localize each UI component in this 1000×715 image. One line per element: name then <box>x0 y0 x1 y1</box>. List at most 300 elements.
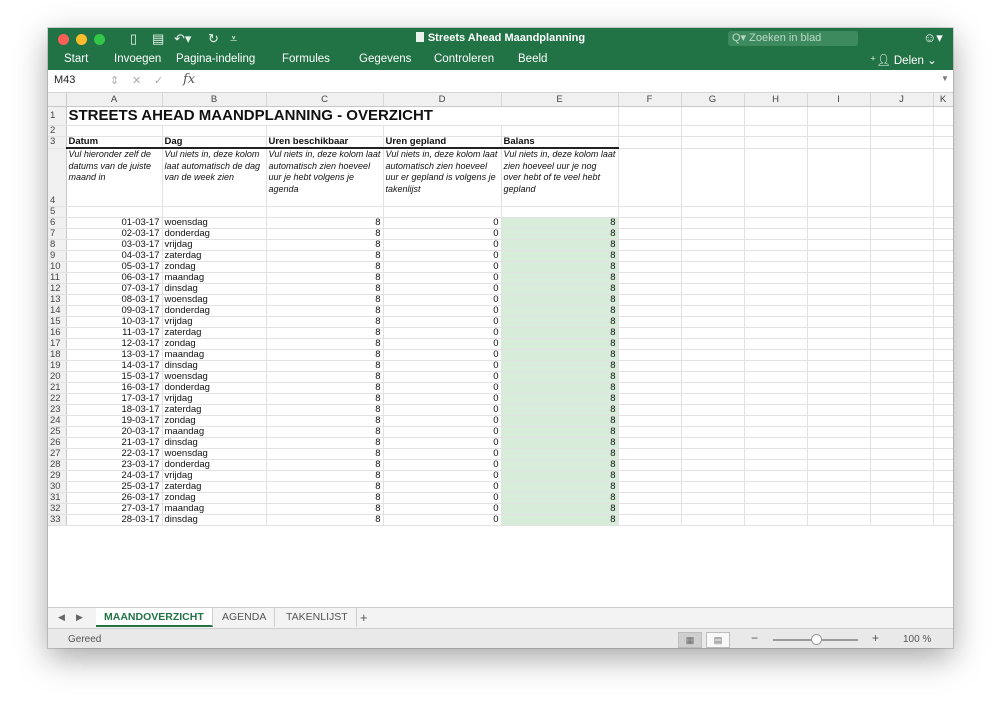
cell-uren-gepland[interactable]: 0 <box>383 283 501 294</box>
cell[interactable] <box>681 148 744 206</box>
cell-datum[interactable]: 28-03-17 <box>66 514 162 525</box>
cell[interactable] <box>681 349 744 360</box>
row-header[interactable]: 10 <box>48 261 66 272</box>
column-header[interactable]: B <box>162 93 266 107</box>
cancel-icon[interactable]: ✕ <box>132 75 142 87</box>
cell[interactable] <box>807 250 870 261</box>
cell[interactable] <box>870 514 933 525</box>
cell-uren-beschikbaar[interactable]: 8 <box>266 437 383 448</box>
cell-datum[interactable]: 27-03-17 <box>66 503 162 514</box>
select-all-corner[interactable] <box>48 93 66 107</box>
cell[interactable] <box>162 126 266 137</box>
cell-dag[interactable]: zaterdag <box>162 481 266 492</box>
cell-uren-beschikbaar[interactable]: 8 <box>266 228 383 239</box>
cell[interactable] <box>744 283 807 294</box>
cell[interactable] <box>933 437 953 448</box>
cell[interactable] <box>870 316 933 327</box>
cell[interactable] <box>266 126 383 137</box>
column-header[interactable]: I <box>807 93 870 107</box>
cell-uren-gepland[interactable]: 0 <box>383 272 501 283</box>
cell-dag[interactable]: dinsdag <box>162 360 266 371</box>
cell[interactable] <box>870 404 933 415</box>
cell-balans[interactable]: 8 <box>501 272 618 283</box>
cell[interactable] <box>933 305 953 316</box>
search-sheet-input[interactable] <box>728 31 858 46</box>
cell[interactable] <box>807 514 870 525</box>
cell-balans[interactable]: 8 <box>501 393 618 404</box>
cell[interactable] <box>744 448 807 459</box>
cell-balans[interactable]: 8 <box>501 294 618 305</box>
row-header[interactable]: 26 <box>48 437 66 448</box>
cell-uren-beschikbaar[interactable]: 8 <box>266 459 383 470</box>
cell[interactable] <box>681 404 744 415</box>
cell[interactable] <box>681 459 744 470</box>
cell-uren-gepland[interactable]: 0 <box>383 294 501 305</box>
cell-balans[interactable]: 8 <box>501 316 618 327</box>
row-header[interactable]: 21 <box>48 382 66 393</box>
cell[interactable] <box>618 371 681 382</box>
cell-dag[interactable]: dinsdag <box>162 437 266 448</box>
cell[interactable] <box>933 107 953 126</box>
cell[interactable] <box>618 492 681 503</box>
cell[interactable] <box>618 316 681 327</box>
row-header[interactable]: 33 <box>48 514 66 525</box>
cell-uren-beschikbaar[interactable]: 8 <box>266 470 383 481</box>
cell[interactable] <box>618 148 681 206</box>
account-icon[interactable]: ☺▾ <box>923 30 943 45</box>
cell[interactable] <box>933 393 953 404</box>
row-header[interactable]: 31 <box>48 492 66 503</box>
cell-datum[interactable]: 25-03-17 <box>66 481 162 492</box>
cell[interactable] <box>681 294 744 305</box>
cell[interactable] <box>870 371 933 382</box>
cell[interactable] <box>807 272 870 283</box>
cell[interactable] <box>744 305 807 316</box>
cell[interactable] <box>807 470 870 481</box>
cell-balans[interactable]: 8 <box>501 349 618 360</box>
row-header[interactable]: 11 <box>48 272 66 283</box>
cell-dag[interactable]: donderdag <box>162 382 266 393</box>
sheet-title[interactable]: STREETS AHEAD MAANDPLANNING - OVERZICHT <box>66 107 618 126</box>
cell[interactable] <box>681 437 744 448</box>
cell[interactable] <box>870 481 933 492</box>
cell[interactable] <box>744 316 807 327</box>
cell[interactable] <box>618 250 681 261</box>
row-header[interactable]: 30 <box>48 481 66 492</box>
row-header[interactable]: 8 <box>48 239 66 250</box>
cell[interactable] <box>933 283 953 294</box>
column-header[interactable]: F <box>618 93 681 107</box>
cell[interactable] <box>807 228 870 239</box>
cell-balans[interactable]: 8 <box>501 470 618 481</box>
cell-uren-gepland[interactable]: 0 <box>383 217 501 228</box>
zoom-in-button[interactable]: + <box>872 631 880 645</box>
cell-uren-gepland[interactable]: 0 <box>383 459 501 470</box>
undo-icon[interactable]: ↶▾ <box>174 31 192 46</box>
cell[interactable] <box>266 206 383 217</box>
cell[interactable] <box>870 426 933 437</box>
cell-dag[interactable]: zondag <box>162 415 266 426</box>
cell[interactable] <box>744 481 807 492</box>
cell-dag[interactable]: zondag <box>162 261 266 272</box>
tab-start[interactable]: Start <box>64 53 89 65</box>
cell[interactable] <box>933 514 953 525</box>
cell[interactable] <box>807 393 870 404</box>
cell-balans[interactable]: 8 <box>501 360 618 371</box>
cell-dag[interactable]: vrijdag <box>162 316 266 327</box>
cell[interactable] <box>933 470 953 481</box>
cell-uren-gepland[interactable]: 0 <box>383 492 501 503</box>
cell-balans[interactable]: 8 <box>501 426 618 437</box>
cell[interactable] <box>618 294 681 305</box>
zoom-out-button[interactable]: − <box>751 631 759 645</box>
cell[interactable] <box>870 492 933 503</box>
zoom-slider-handle[interactable] <box>811 634 822 645</box>
row-header[interactable]: 27 <box>48 448 66 459</box>
cell[interactable] <box>744 349 807 360</box>
cell[interactable] <box>933 148 953 206</box>
cell[interactable] <box>933 415 953 426</box>
cell-uren-gepland[interactable]: 0 <box>383 404 501 415</box>
save-icon[interactable]: ▤ <box>152 31 165 46</box>
cell[interactable] <box>870 283 933 294</box>
tab-pagina-indeling[interactable]: Pagina-indeling <box>176 53 256 65</box>
cell-uren-beschikbaar[interactable]: 8 <box>266 492 383 503</box>
cell-dag[interactable]: donderdag <box>162 228 266 239</box>
cell-uren-gepland[interactable]: 0 <box>383 239 501 250</box>
cell[interactable] <box>807 415 870 426</box>
cell-dag[interactable]: vrijdag <box>162 239 266 250</box>
cell[interactable] <box>681 126 744 137</box>
cell-balans[interactable]: 8 <box>501 327 618 338</box>
cell[interactable] <box>807 107 870 126</box>
cell[interactable] <box>933 503 953 514</box>
cell-balans[interactable]: 8 <box>501 481 618 492</box>
cell-balans[interactable]: 8 <box>501 371 618 382</box>
cell-uren-beschikbaar[interactable]: 8 <box>266 415 383 426</box>
row-header[interactable]: 13 <box>48 294 66 305</box>
cell[interactable] <box>681 448 744 459</box>
cell[interactable] <box>681 415 744 426</box>
cell-datum[interactable]: 05-03-17 <box>66 261 162 272</box>
cell[interactable] <box>618 338 681 349</box>
cell[interactable] <box>807 503 870 514</box>
cell[interactable] <box>933 228 953 239</box>
cell-datum[interactable]: 10-03-17 <box>66 316 162 327</box>
cell[interactable] <box>870 206 933 217</box>
cell[interactable] <box>744 137 807 149</box>
cell[interactable] <box>933 239 953 250</box>
cell[interactable] <box>807 426 870 437</box>
cell-uren-gepland[interactable]: 0 <box>383 470 501 481</box>
cell[interactable] <box>681 503 744 514</box>
cell[interactable] <box>618 426 681 437</box>
row-header[interactable]: 28 <box>48 459 66 470</box>
cell[interactable] <box>618 459 681 470</box>
cell[interactable] <box>933 261 953 272</box>
cell-balans[interactable]: 8 <box>501 448 618 459</box>
cell[interactable] <box>618 415 681 426</box>
cell-datum[interactable]: 08-03-17 <box>66 294 162 305</box>
cell-uren-gepland[interactable]: 0 <box>383 261 501 272</box>
cell-uren-beschikbaar[interactable]: 8 <box>266 481 383 492</box>
cell[interactable] <box>501 126 618 137</box>
cell[interactable] <box>744 382 807 393</box>
cell[interactable] <box>807 492 870 503</box>
cell[interactable] <box>807 206 870 217</box>
cell-uren-gepland[interactable]: 0 <box>383 448 501 459</box>
cell-dag[interactable]: woensdag <box>162 371 266 382</box>
cell-dag[interactable]: dinsdag <box>162 514 266 525</box>
cell-uren-gepland[interactable]: 0 <box>383 426 501 437</box>
cell-balans[interactable]: 8 <box>501 305 618 316</box>
row-header[interactable]: 2 <box>48 126 66 137</box>
cell[interactable] <box>618 448 681 459</box>
tab-controleren[interactable]: Controleren <box>434 53 495 65</box>
cell[interactable] <box>618 514 681 525</box>
tab-formules[interactable]: Formules <box>282 53 330 65</box>
cell-balans[interactable]: 8 <box>501 217 618 228</box>
cell-uren-gepland[interactable]: 0 <box>383 349 501 360</box>
row-header[interactable]: 15 <box>48 316 66 327</box>
cell[interactable] <box>870 305 933 316</box>
cell[interactable] <box>744 148 807 206</box>
cell-dag[interactable]: maandag <box>162 426 266 437</box>
cell[interactable] <box>807 338 870 349</box>
cell-datum[interactable]: 03-03-17 <box>66 239 162 250</box>
cell-uren-gepland[interactable]: 0 <box>383 382 501 393</box>
expand-formula-bar-icon[interactable]: ▼ <box>941 74 949 83</box>
row-header[interactable]: 14 <box>48 305 66 316</box>
cell[interactable] <box>618 404 681 415</box>
name-box-stepper-icon[interactable]: ⇕ <box>110 75 120 87</box>
cell[interactable] <box>744 393 807 404</box>
cell[interactable] <box>681 239 744 250</box>
cell[interactable] <box>162 206 266 217</box>
cell[interactable] <box>681 316 744 327</box>
cell-uren-beschikbaar[interactable]: 8 <box>266 360 383 371</box>
cell-balans[interactable]: 8 <box>501 239 618 250</box>
cell[interactable] <box>744 426 807 437</box>
column-header[interactable]: G <box>681 93 744 107</box>
cell-balans[interactable]: 8 <box>501 261 618 272</box>
cell[interactable] <box>618 360 681 371</box>
row-header[interactable]: 7 <box>48 228 66 239</box>
cell-datum[interactable]: 07-03-17 <box>66 283 162 294</box>
cell[interactable] <box>618 481 681 492</box>
row-header[interactable]: 6 <box>48 217 66 228</box>
cell-balans[interactable]: 8 <box>501 250 618 261</box>
cell[interactable] <box>807 371 870 382</box>
cell[interactable] <box>501 206 618 217</box>
cell-datum[interactable]: 18-03-17 <box>66 404 162 415</box>
description-datum[interactable]: Vul hieronder zelf de datums van de juiste maand in <box>66 148 162 206</box>
cell[interactable] <box>744 250 807 261</box>
cell[interactable] <box>807 327 870 338</box>
cell-datum[interactable]: 22-03-17 <box>66 448 162 459</box>
cell-balans[interactable]: 8 <box>501 404 618 415</box>
cell-dag[interactable]: maandag <box>162 503 266 514</box>
cell-balans[interactable]: 8 <box>501 228 618 239</box>
cell[interactable] <box>870 217 933 228</box>
tab-invoegen[interactable]: Invoegen <box>114 53 162 65</box>
cell[interactable] <box>933 250 953 261</box>
cell[interactable] <box>870 137 933 149</box>
cell[interactable] <box>681 338 744 349</box>
cell-uren-beschikbaar[interactable]: 8 <box>266 448 383 459</box>
cell[interactable] <box>870 503 933 514</box>
cell[interactable] <box>383 126 501 137</box>
cell[interactable] <box>933 448 953 459</box>
cell-uren-gepland[interactable]: 0 <box>383 415 501 426</box>
cell-dag[interactable]: maandag <box>162 272 266 283</box>
cell[interactable] <box>618 107 681 126</box>
cell[interactable] <box>807 382 870 393</box>
cell[interactable] <box>744 327 807 338</box>
cell[interactable] <box>744 514 807 525</box>
cell-dag[interactable]: woensdag <box>162 448 266 459</box>
cell[interactable] <box>618 470 681 481</box>
cell-dag[interactable]: zaterdag <box>162 327 266 338</box>
cell[interactable] <box>933 360 953 371</box>
cell[interactable] <box>681 371 744 382</box>
cell-uren-gepland[interactable]: 0 <box>383 514 501 525</box>
cell[interactable] <box>870 327 933 338</box>
cell[interactable] <box>933 294 953 305</box>
cell-dag[interactable]: donderdag <box>162 459 266 470</box>
cell-datum[interactable]: 17-03-17 <box>66 393 162 404</box>
cell[interactable] <box>744 338 807 349</box>
row-header[interactable]: 16 <box>48 327 66 338</box>
cell-uren-gepland[interactable]: 0 <box>383 228 501 239</box>
column-header[interactable]: H <box>744 93 807 107</box>
cell[interactable] <box>870 294 933 305</box>
cell[interactable] <box>933 349 953 360</box>
cell[interactable] <box>807 217 870 228</box>
row-header[interactable]: 24 <box>48 415 66 426</box>
cell[interactable] <box>681 470 744 481</box>
cell-uren-beschikbaar[interactable]: 8 <box>266 250 383 261</box>
header-uren-gepland[interactable]: Uren gepland <box>383 137 501 149</box>
cell-dag[interactable]: zaterdag <box>162 404 266 415</box>
add-sheet-button[interactable]: + <box>360 610 368 625</box>
row-header[interactable]: 5 <box>48 206 66 217</box>
cell[interactable] <box>933 404 953 415</box>
cell-uren-beschikbaar[interactable]: 8 <box>266 294 383 305</box>
row-header[interactable]: 32 <box>48 503 66 514</box>
cell[interactable] <box>681 327 744 338</box>
cell-datum[interactable]: 26-03-17 <box>66 492 162 503</box>
cell-datum[interactable]: 21-03-17 <box>66 437 162 448</box>
cell[interactable] <box>807 437 870 448</box>
cell-dag[interactable]: woensdag <box>162 294 266 305</box>
cell-uren-beschikbaar[interactable]: 8 <box>266 371 383 382</box>
cell-dag[interactable]: vrijdag <box>162 393 266 404</box>
cell[interactable] <box>681 228 744 239</box>
name-box[interactable]: M43 <box>54 74 76 86</box>
cell-balans[interactable]: 8 <box>501 338 618 349</box>
tab-gegevens[interactable]: Gegevens <box>359 53 412 65</box>
cell[interactable] <box>933 459 953 470</box>
cell-uren-beschikbaar[interactable]: 8 <box>266 514 383 525</box>
row-header[interactable]: 3 <box>48 137 66 149</box>
cell[interactable] <box>744 492 807 503</box>
cell[interactable] <box>807 137 870 149</box>
cell-uren-beschikbaar[interactable]: 8 <box>266 316 383 327</box>
description-balans[interactable]: Vul niets in, deze kolom laat zien hoeveel uur je nog over hebt of te veel hebt gepland <box>501 148 618 206</box>
sheet-tab-takenlijst[interactable]: TAKENLIJST <box>278 608 357 627</box>
cell[interactable] <box>618 228 681 239</box>
customize-icon[interactable]: ⩡ <box>230 31 238 46</box>
cell[interactable] <box>933 272 953 283</box>
cell[interactable] <box>681 261 744 272</box>
cell[interactable] <box>618 272 681 283</box>
cell-datum[interactable]: 04-03-17 <box>66 250 162 261</box>
cell-uren-gepland[interactable]: 0 <box>383 305 501 316</box>
cell-datum[interactable]: 09-03-17 <box>66 305 162 316</box>
cell[interactable] <box>807 459 870 470</box>
cell[interactable] <box>681 283 744 294</box>
cell-dag[interactable]: zaterdag <box>162 250 266 261</box>
cell[interactable] <box>744 206 807 217</box>
cell-datum[interactable]: 23-03-17 <box>66 459 162 470</box>
cell[interactable] <box>681 393 744 404</box>
cell[interactable] <box>618 206 681 217</box>
column-header[interactable]: J <box>870 93 933 107</box>
cell[interactable] <box>681 514 744 525</box>
cell-uren-beschikbaar[interactable]: 8 <box>266 261 383 272</box>
cell[interactable] <box>618 393 681 404</box>
cell[interactable] <box>807 448 870 459</box>
cell-uren-beschikbaar[interactable]: 8 <box>266 338 383 349</box>
cell[interactable] <box>933 492 953 503</box>
row-header[interactable]: 17 <box>48 338 66 349</box>
cell-balans[interactable]: 8 <box>501 382 618 393</box>
cell[interactable] <box>807 283 870 294</box>
cell-datum[interactable]: 06-03-17 <box>66 272 162 283</box>
cell-uren-gepland[interactable]: 0 <box>383 338 501 349</box>
cell-uren-gepland[interactable]: 0 <box>383 481 501 492</box>
header-uren-beschikbaar[interactable]: Uren beschikbaar <box>266 137 383 149</box>
cell-datum[interactable]: 14-03-17 <box>66 360 162 371</box>
cell[interactable] <box>933 426 953 437</box>
cell[interactable] <box>870 349 933 360</box>
cell-dag[interactable]: zondag <box>162 492 266 503</box>
cell[interactable] <box>933 481 953 492</box>
cell[interactable] <box>681 492 744 503</box>
cell[interactable] <box>870 360 933 371</box>
cell[interactable] <box>744 217 807 228</box>
cell[interactable] <box>744 228 807 239</box>
cell[interactable] <box>681 382 744 393</box>
cell[interactable] <box>66 126 162 137</box>
cell[interactable] <box>933 126 953 137</box>
cell[interactable] <box>744 503 807 514</box>
cell-uren-beschikbaar[interactable]: 8 <box>266 272 383 283</box>
cell[interactable] <box>618 137 681 149</box>
row-header[interactable]: 18 <box>48 349 66 360</box>
description-dag[interactable]: Vul niets in, deze kolom laat automatisch de dag van de week zien <box>162 148 266 206</box>
row-header[interactable]: 19 <box>48 360 66 371</box>
cell-uren-gepland[interactable]: 0 <box>383 327 501 338</box>
cell[interactable] <box>807 404 870 415</box>
cell[interactable] <box>807 261 870 272</box>
cell-datum[interactable]: 11-03-17 <box>66 327 162 338</box>
cell[interactable] <box>618 239 681 250</box>
cell[interactable] <box>870 148 933 206</box>
previous-sheet-icon[interactable]: ◀ <box>58 612 65 622</box>
cell-uren-beschikbaar[interactable]: 8 <box>266 503 383 514</box>
